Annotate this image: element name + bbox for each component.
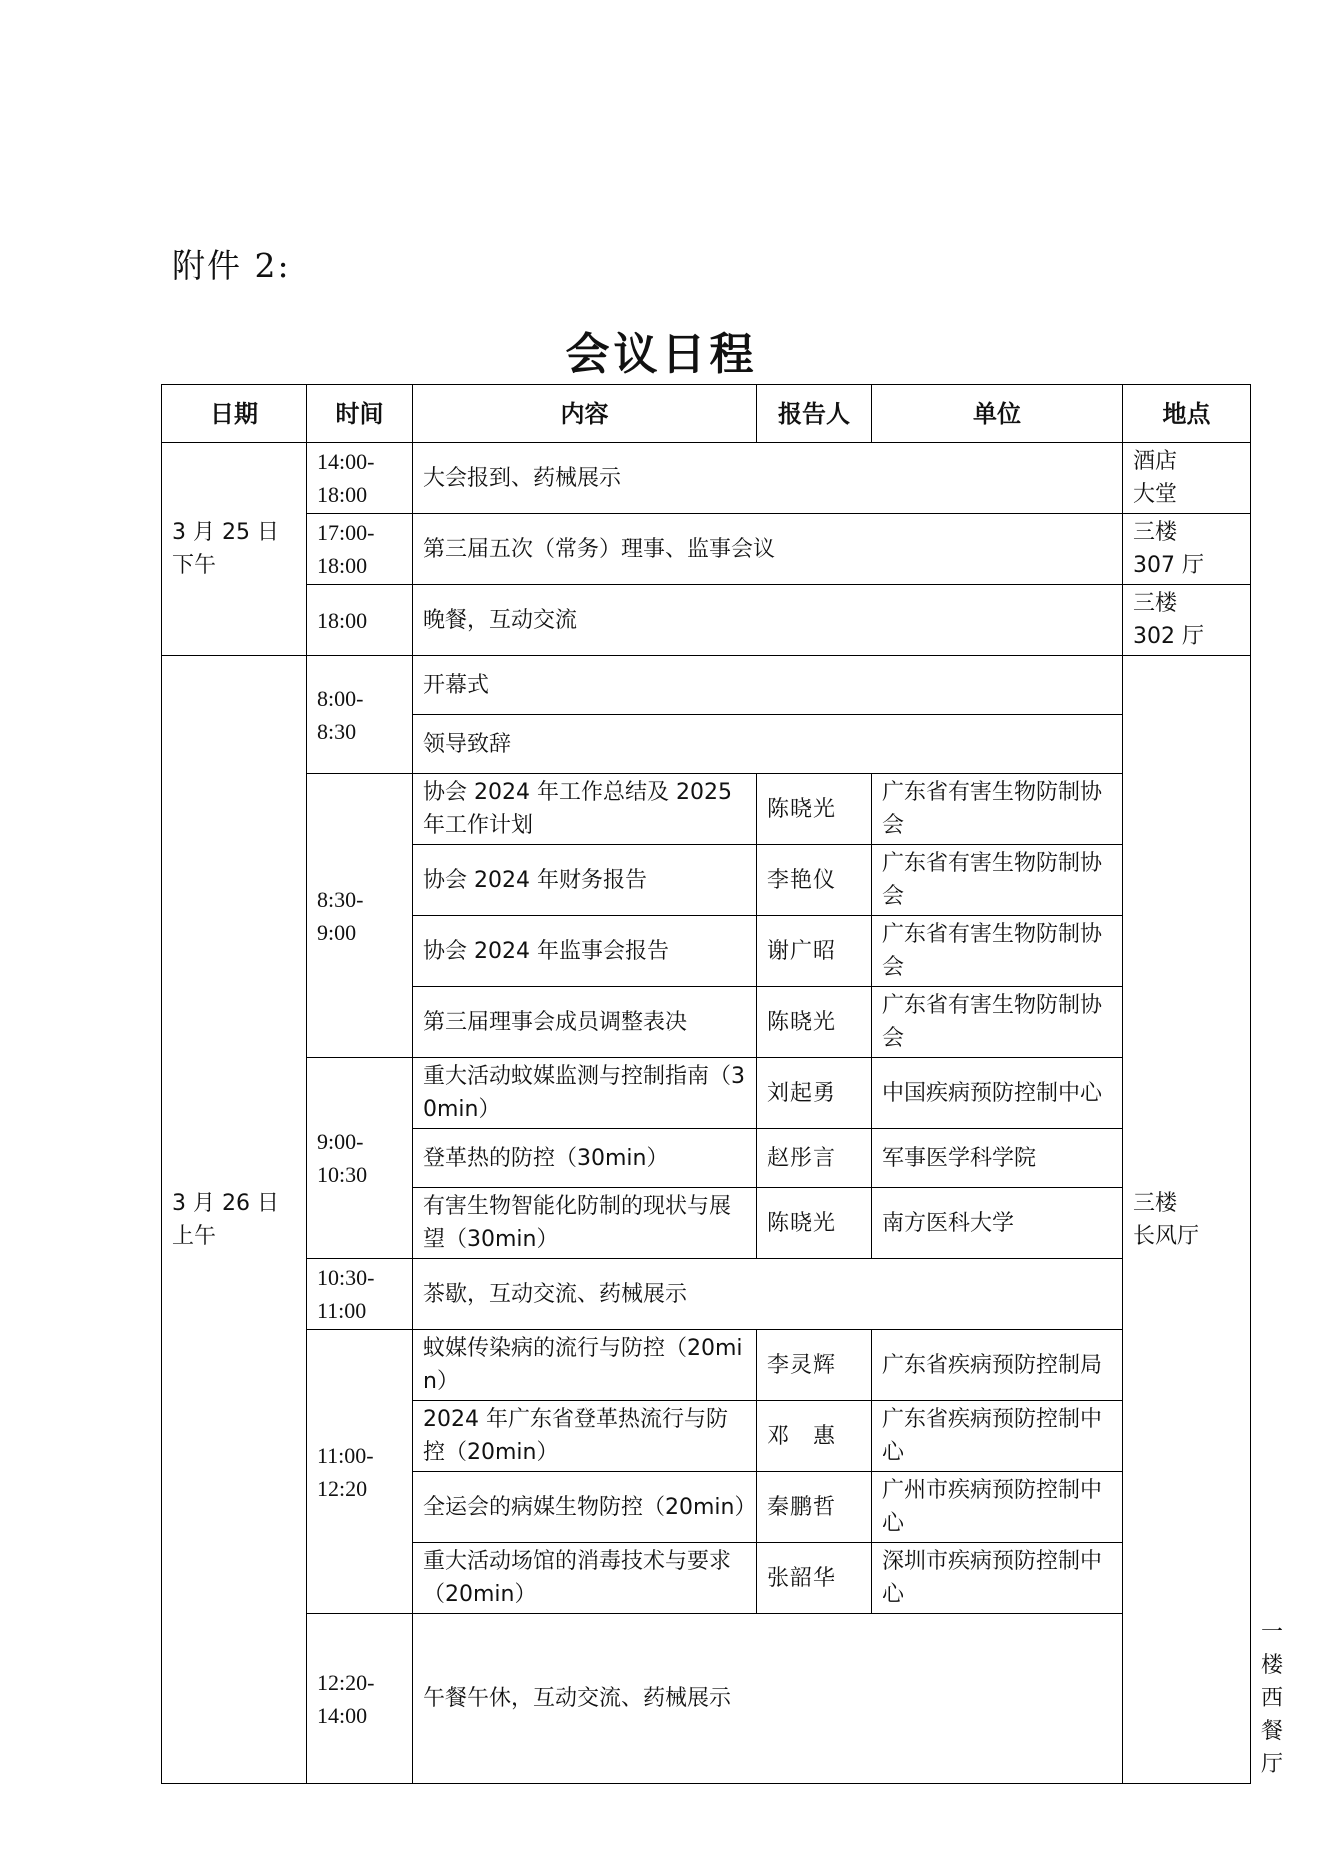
speaker-cell: 张韶华 bbox=[757, 1543, 872, 1614]
time-cell: 14:00- 18:00 bbox=[307, 443, 413, 514]
speaker-cell: 刘起勇 bbox=[757, 1058, 872, 1129]
unit-cell: 广东省疾病预防控制局 bbox=[872, 1330, 1123, 1401]
content-cell: 协会 2024 年工作总结及 2025 年工作计划 bbox=[413, 774, 757, 845]
table-row bbox=[162, 443, 1251, 514]
content-cell: 协会 2024 年监事会报告 bbox=[413, 916, 757, 987]
place-cell: 酒店 大堂 bbox=[1123, 443, 1251, 514]
speaker-cell: 秦鹏哲 bbox=[757, 1472, 872, 1543]
table-row bbox=[162, 585, 1251, 656]
table-row: 12:20- 14:00 午餐午休，互动交流、药械展示 一楼 西餐厅 bbox=[162, 1614, 1251, 1784]
content-cell: 有害生物智能化防制的现状与展望（30min） bbox=[413, 1188, 757, 1259]
content-cell: 晚餐，互动交流 bbox=[413, 585, 1123, 656]
table-row bbox=[162, 774, 1251, 845]
unit-cell: 军事医学科学院 bbox=[872, 1129, 1123, 1188]
speaker-cell: 李灵辉 bbox=[757, 1330, 872, 1401]
attachment-label: 附件 2: bbox=[172, 246, 291, 285]
time-cell: 18:00 bbox=[307, 585, 413, 656]
unit-cell: 中国疾病预防控制中心 bbox=[872, 1058, 1123, 1129]
unit-cell: 广东省有害生物防制协会 bbox=[872, 845, 1123, 916]
unit-cell: 广东省有害生物防制协会 bbox=[872, 916, 1123, 987]
date-cell: 3 月 26 日 上午 bbox=[162, 656, 307, 1784]
header-content: 内容 bbox=[413, 385, 757, 443]
content-cell: 全运会的病媒生物防控（20min） bbox=[413, 1472, 757, 1543]
speaker-cell: 赵彤言 bbox=[757, 1129, 872, 1188]
date-cell: 3 月 25 日 下午 bbox=[162, 443, 307, 656]
content-cell: 开幕式 bbox=[413, 656, 1123, 715]
speaker-cell: 谢广昭 bbox=[757, 916, 872, 987]
content-cell: 第三届理事会成员调整表决 bbox=[413, 987, 757, 1058]
table-row bbox=[162, 514, 1251, 585]
time-cell: 17:00- 18:00 bbox=[307, 514, 413, 585]
table-row bbox=[162, 656, 1251, 715]
content-cell: 大会报到、药械展示 bbox=[413, 443, 1123, 514]
header-time: 时间 bbox=[307, 385, 413, 443]
content-cell: 2024 年广东省登革热流行与防控（20min） bbox=[413, 1401, 757, 1472]
content-cell: 午餐午休，互动交流、药械展示 bbox=[413, 1614, 1123, 1784]
unit-cell: 南方医科大学 bbox=[872, 1188, 1123, 1259]
time-cell: 11:00- 12:20 bbox=[307, 1330, 413, 1614]
table-row bbox=[162, 1259, 1251, 1330]
speaker-cell: 陈晓光 bbox=[757, 1188, 872, 1259]
table-row bbox=[162, 1058, 1251, 1129]
unit-cell: 广东省有害生物防制协会 bbox=[872, 774, 1123, 845]
unit-cell: 广东省疾病预防控制中心 bbox=[872, 1401, 1123, 1472]
header-speaker: 报告人 bbox=[757, 385, 872, 443]
place-cell: 三楼 307 厅 bbox=[1123, 514, 1251, 585]
time-cell: 8:00- 8:30 bbox=[307, 656, 413, 774]
speaker-cell: 李艳仪 bbox=[757, 845, 872, 916]
content-cell: 茶歇，互动交流、药械展示 bbox=[413, 1259, 1123, 1330]
unit-cell: 广州市疾病预防控制中心 bbox=[872, 1472, 1123, 1543]
time-cell: 10:30- 11:00 bbox=[307, 1259, 413, 1330]
content-cell: 重大活动蚊媒监测与控制指南（30min） bbox=[413, 1058, 757, 1129]
content-cell: 登革热的防控（30min） bbox=[413, 1129, 757, 1188]
place-cell: 三楼 302 厅 bbox=[1123, 585, 1251, 656]
unit-cell: 广东省有害生物防制协会 bbox=[872, 987, 1123, 1058]
page-title: 会议日程 bbox=[565, 329, 758, 380]
speaker-cell: 邓 惠 bbox=[757, 1401, 872, 1472]
header-row bbox=[162, 385, 1251, 443]
unit-cell: 深圳市疾病预防控制中心 bbox=[872, 1543, 1123, 1614]
time-cell: 9:00- 10:30 bbox=[307, 1058, 413, 1259]
content-cell: 蚊媒传染病的流行与防控（20min） bbox=[413, 1330, 757, 1401]
content-cell: 重大活动场馆的消毒技术与要求（20min） bbox=[413, 1543, 757, 1614]
speaker-cell: 陈晓光 bbox=[757, 774, 872, 845]
time-cell: 12:20- 14:00 bbox=[307, 1614, 413, 1784]
header-date: 日期 bbox=[162, 385, 307, 443]
time-cell: 8:30- 9:00 bbox=[307, 774, 413, 1058]
header-unit: 单位 bbox=[872, 385, 1123, 443]
content-cell: 第三届五次（常务）理事、监事会议 bbox=[413, 514, 1123, 585]
content-cell: 协会 2024 年财务报告 bbox=[413, 845, 757, 916]
content-cell: 领导致辞 bbox=[413, 715, 1123, 774]
place-cell: 三楼 长风厅 bbox=[1123, 656, 1251, 1784]
schedule-table bbox=[161, 384, 1284, 1784]
table-row bbox=[162, 1330, 1251, 1401]
speaker-cell: 陈晓光 bbox=[757, 987, 872, 1058]
header-place: 地点 bbox=[1123, 385, 1251, 443]
